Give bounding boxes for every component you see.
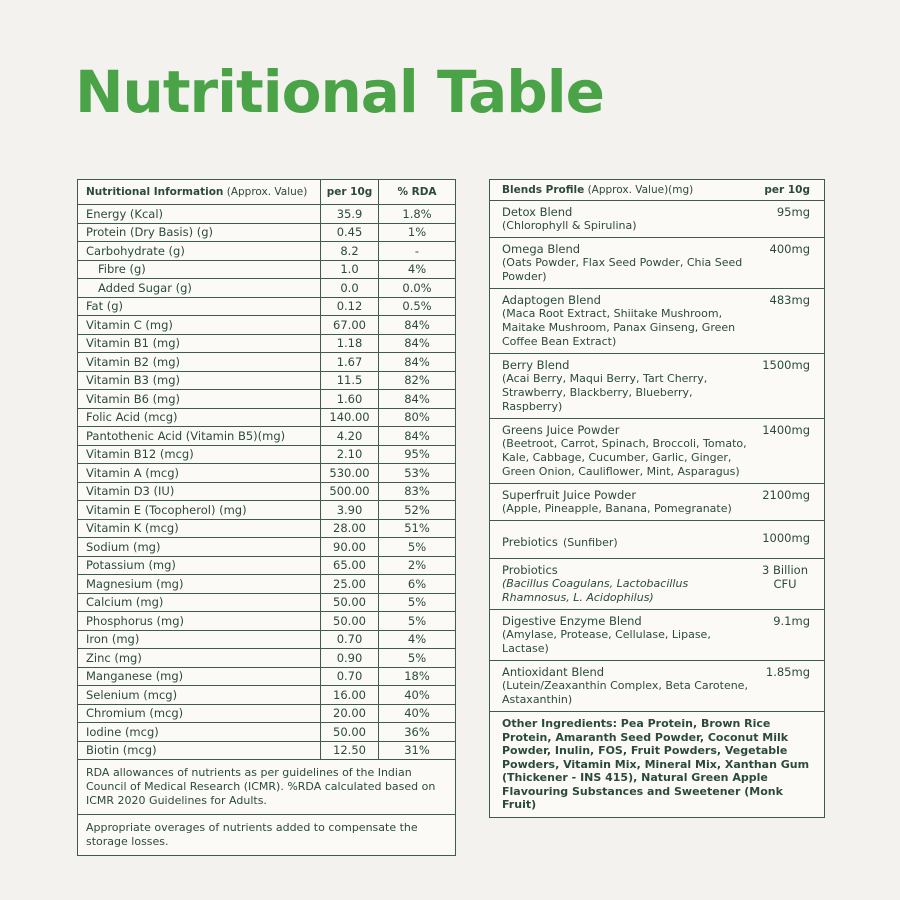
- blend-amount: 1.85mg: [765, 665, 810, 679]
- nutrient-name: Vitamin E (Tocopherol) (mg): [78, 501, 321, 519]
- page-title: Nutritional Table: [75, 58, 604, 126]
- table-row: [78, 631, 455, 650]
- table-row: [78, 427, 455, 446]
- blend-name: Probiotics: [502, 563, 558, 577]
- table-row: [78, 205, 455, 224]
- nutrient-name: Vitamin C (mg): [78, 316, 321, 334]
- blends-table: [489, 179, 825, 818]
- nutrient-value: 1.67: [321, 353, 379, 371]
- nutrient-value: 2.10: [321, 446, 379, 464]
- blend-desc: (Bacillus Coagulans, Lactobacillus Rhamnosus, L. Acidophilus): [502, 577, 689, 604]
- nutrient-name: Vitamin K (mcg): [78, 520, 321, 538]
- blend-amount: 483mg: [769, 293, 810, 307]
- footnote: Appropriate overages of nutrients added to compensate the storage losses.: [86, 821, 418, 848]
- nutrient-value: 0.70: [321, 631, 379, 649]
- nutrient-value: 0.45: [321, 224, 379, 242]
- table-row: [78, 316, 455, 335]
- nutrient-name: Carbohydrate (g): [78, 242, 321, 260]
- blend-row: [490, 484, 824, 521]
- nutrient-rda: 4%: [407, 632, 427, 647]
- nutrient-rda: 83%: [404, 484, 430, 499]
- blend-amount: 3 Billion CFU: [762, 563, 808, 591]
- nutrient-rda: 84%: [404, 317, 430, 332]
- nutrient-value: 8.2: [321, 242, 379, 260]
- table-row: [78, 390, 455, 409]
- table-row: [78, 723, 455, 742]
- blend-rows: [490, 201, 824, 712]
- table-row: [78, 464, 455, 483]
- table-row: [78, 409, 455, 428]
- nutrient-value: 50.00: [321, 612, 379, 630]
- table-row: [78, 742, 455, 761]
- nutrient-rda: 5%: [407, 595, 427, 610]
- blend-desc: (Lutein/Zeaxanthin Complex, Beta Carotene, Astaxanthin): [502, 679, 748, 706]
- nutrient-rda: 52%: [404, 502, 430, 517]
- nutrient-rda: 4%: [407, 262, 427, 277]
- nutrient-rda: 5%: [407, 613, 427, 628]
- table-row: [78, 686, 455, 705]
- nutrient-rda: 36%: [404, 724, 430, 739]
- nutrient-rda: 84%: [404, 354, 430, 369]
- table-row: [78, 242, 455, 261]
- nutrient-rda: 84%: [404, 391, 430, 406]
- blend-name: Digestive Enzyme Blend: [502, 614, 642, 628]
- blend-row: [490, 238, 824, 289]
- nutrient-value: 0.70: [321, 668, 379, 686]
- nutrient-name: Vitamin B2 (mg): [78, 353, 321, 371]
- table-row: [78, 501, 455, 520]
- nutrient-name: Sodium (mg): [78, 538, 321, 556]
- nutrient-value: 35.9: [321, 205, 379, 223]
- nutrient-rda: 1%: [407, 225, 427, 240]
- nutrient-value: 50.00: [321, 594, 379, 612]
- table-row: [78, 372, 455, 391]
- nutrient-name: Potassium (mg): [78, 557, 321, 575]
- nutrient-rda: 0.5%: [402, 299, 432, 314]
- blend-amount: 1400mg: [762, 423, 810, 437]
- blend-row: [490, 201, 824, 238]
- blend-name: Detox Blend: [502, 205, 573, 219]
- nutrition-header-qualifier: (Approx. Value): [226, 186, 308, 198]
- nutrient-rda: 5%: [407, 539, 427, 554]
- table-row: [78, 668, 455, 687]
- blend-row: [490, 559, 824, 610]
- blend-name: Prebiotics: [502, 535, 558, 549]
- nutrient-rda: 80%: [404, 410, 430, 425]
- nutrient-value: 65.00: [321, 557, 379, 575]
- nutrition-table: [77, 179, 456, 856]
- table-row: [78, 705, 455, 724]
- blend-amount: 95mg: [776, 205, 810, 219]
- nutrient-rda: 95%: [404, 447, 430, 462]
- nutrient-value: 28.00: [321, 520, 379, 538]
- nutrient-name: Vitamin A (mcg): [78, 464, 321, 482]
- blend-row: [490, 289, 824, 354]
- blends-header-label: Blends Profile: [502, 184, 585, 196]
- table-row: [78, 335, 455, 354]
- blend-desc: (Oats Powder, Flax Seed Powder, Chia Seed Powder): [502, 256, 743, 283]
- nutrition-table-header: [78, 180, 455, 205]
- nutrient-rda: 40%: [404, 706, 430, 721]
- blend-name: Omega Blend: [502, 242, 581, 256]
- nutrient-rda: 82%: [404, 373, 430, 388]
- blend-amount: 2100mg: [762, 488, 810, 502]
- nutrient-value: 530.00: [321, 464, 379, 482]
- nutrient-rda: 53%: [404, 465, 430, 480]
- table-row: [78, 649, 455, 668]
- nutrient-rda: 31%: [404, 743, 430, 758]
- nutrient-rda: -: [414, 243, 420, 258]
- nutrient-value: 25.00: [321, 575, 379, 593]
- table-row: [78, 261, 455, 280]
- blend-desc: (Chlorophyll & Spirulina): [502, 219, 637, 232]
- nutrition-header-per: per 10g: [321, 180, 379, 204]
- blend-desc: (Beetroot, Carrot, Spinach, Broccoli, Tomato, Kale, Cabbage, Cucumber, Garlic, Ginger, Green Onion, Cauliflower, Mint, Asparagus): [502, 437, 747, 478]
- footnote: RDA allowances of nutrients as per guidelines of the Indian Council of Medical Research (ICMR). %RDA calculated based on ICMR 2020 Guidelines for Adults.: [78, 760, 455, 815]
- blend-desc: (Apple, Pineapple, Banana, Pomegranate): [502, 502, 732, 515]
- table-row: [78, 520, 455, 539]
- blends-table-header: [490, 180, 824, 201]
- nutrient-rda: 40%: [404, 687, 430, 702]
- blend-row: [490, 610, 824, 661]
- nutrient-rda: 0.0%: [402, 280, 432, 295]
- blend-amount: 1000mg: [762, 531, 810, 545]
- nutrient-rda: 18%: [404, 669, 430, 684]
- nutrient-name: Zinc (mg): [78, 649, 321, 667]
- nutrient-name: Pantothenic Acid (Vitamin B5)(mg): [78, 427, 321, 445]
- blend-amount: 1500mg: [762, 358, 810, 372]
- blend-row: [490, 661, 824, 712]
- nutrient-name: Calcium (mg): [78, 594, 321, 612]
- nutrient-name: Iodine (mcg): [78, 723, 321, 741]
- nutrient-value: 16.00: [321, 686, 379, 704]
- nutrient-name: Biotin (mcg): [78, 742, 321, 760]
- blends-header-qualifier: (Approx. Value)(mg): [587, 184, 694, 196]
- nutrient-value: 0.12: [321, 298, 379, 316]
- table-row: [78, 353, 455, 372]
- table-row: [78, 557, 455, 576]
- blend-name: Greens Juice Powder: [502, 423, 620, 437]
- other-ingredients: Other Ingredients: Pea Protein, Brown Rice Protein, Amaranth Seed Powder, Coconut Milk Powder, Inulin, FOS, Fruit Powders, Vegetable Powders, Vitamin Mix, Mineral Mix, Xanthan Gum (Thickener - INS 415), Natural Green Apple Flavouring Substances and Sweetener (Monk Fruit): [502, 717, 810, 811]
- table-row: [78, 224, 455, 243]
- nutrient-value: 500.00: [321, 483, 379, 501]
- blends-header-per: per 10g: [764, 184, 810, 196]
- blend-desc: (Maca Root Extract, Shiitake Mushroom, Maitake Mushroom, Panax Ginseng, Green Coffee Bean Extract): [502, 307, 736, 348]
- nutrient-value: 0.90: [321, 649, 379, 667]
- blend-row: [490, 521, 824, 559]
- nutrient-name: Selenium (mcg): [78, 686, 321, 704]
- nutrient-value: 1.60: [321, 390, 379, 408]
- blend-name: Antioxidant Blend: [502, 665, 605, 679]
- nutrient-name: Folic Acid (mcg): [78, 409, 321, 427]
- nutrient-value: 1.0: [321, 261, 379, 279]
- nutrient-name: Chromium (mcg): [78, 705, 321, 723]
- nutrient-value: 1.18: [321, 335, 379, 353]
- nutrient-value: 50.00: [321, 723, 379, 741]
- blend-desc: (Acai Berry, Maqui Berry, Tart Cherry, Strawberry, Blackberry, Blueberry, Raspberry): [502, 372, 708, 413]
- table-row: [78, 298, 455, 317]
- blend-desc: (Amylase, Protease, Cellulase, Lipase, Lactase): [502, 628, 711, 655]
- nutrient-name: Vitamin B3 (mg): [78, 372, 321, 390]
- nutrition-rows: [78, 205, 455, 760]
- table-row: [78, 612, 455, 631]
- nutrient-rda: 1.8%: [402, 206, 432, 221]
- blend-amount: 9.1mg: [773, 614, 810, 628]
- nutrient-rda: 5%: [407, 650, 427, 665]
- nutrient-name: Vitamin B1 (mg): [78, 335, 321, 353]
- nutrient-value: 12.50: [321, 742, 379, 760]
- nutrient-value: 11.5: [321, 372, 379, 390]
- nutrient-name: Phosphorus (mg): [78, 612, 321, 630]
- nutrition-notes: [78, 760, 455, 855]
- nutrient-rda: 84%: [404, 336, 430, 351]
- table-row: [78, 594, 455, 613]
- blend-row: [490, 419, 824, 484]
- table-row: [78, 279, 455, 298]
- nutrition-header-rda: % RDA: [397, 186, 437, 198]
- blend-desc: (Sunfiber): [562, 536, 618, 549]
- nutrient-value: 4.20: [321, 427, 379, 445]
- nutrient-name: Magnesium (mg): [78, 575, 321, 593]
- nutrient-value: 67.00: [321, 316, 379, 334]
- nutrient-value: 0.0: [321, 279, 379, 297]
- nutrient-rda: 6%: [407, 576, 427, 591]
- nutrient-rda: 2%: [407, 558, 427, 573]
- nutrient-value: 3.90: [321, 501, 379, 519]
- table-row: [78, 575, 455, 594]
- blend-row: [490, 354, 824, 419]
- blend-amount: 400mg: [769, 242, 810, 256]
- nutrient-value: 90.00: [321, 538, 379, 556]
- blend-name: Superfruit Juice Powder: [502, 488, 637, 502]
- nutrition-header-label: Nutritional Information: [86, 186, 224, 198]
- nutrient-value: 140.00: [321, 409, 379, 427]
- nutrient-name: Vitamin D3 (IU): [78, 483, 321, 501]
- blend-name: Berry Blend: [502, 358, 570, 372]
- table-row: [78, 538, 455, 557]
- table-row: [78, 446, 455, 465]
- nutrient-value: 20.00: [321, 705, 379, 723]
- nutrient-name: Vitamin B12 (mcg): [78, 446, 321, 464]
- nutrient-name: Protein (Dry Basis) (g): [78, 224, 321, 242]
- nutrient-name: Added Sugar (g): [78, 279, 321, 297]
- nutrient-name: Energy (Kcal): [78, 205, 321, 223]
- nutrient-name: Fat (g): [78, 298, 321, 316]
- nutrient-rda: 84%: [404, 428, 430, 443]
- nutrient-rda: 51%: [404, 521, 430, 536]
- nutrient-name: Fibre (g): [78, 261, 321, 279]
- nutrient-name: Manganese (mg): [78, 668, 321, 686]
- nutrient-name: Vitamin B6 (mg): [78, 390, 321, 408]
- blend-name: Adaptogen Blend: [502, 293, 601, 307]
- table-row: [78, 483, 455, 502]
- nutrient-name: Iron (mg): [78, 631, 321, 649]
